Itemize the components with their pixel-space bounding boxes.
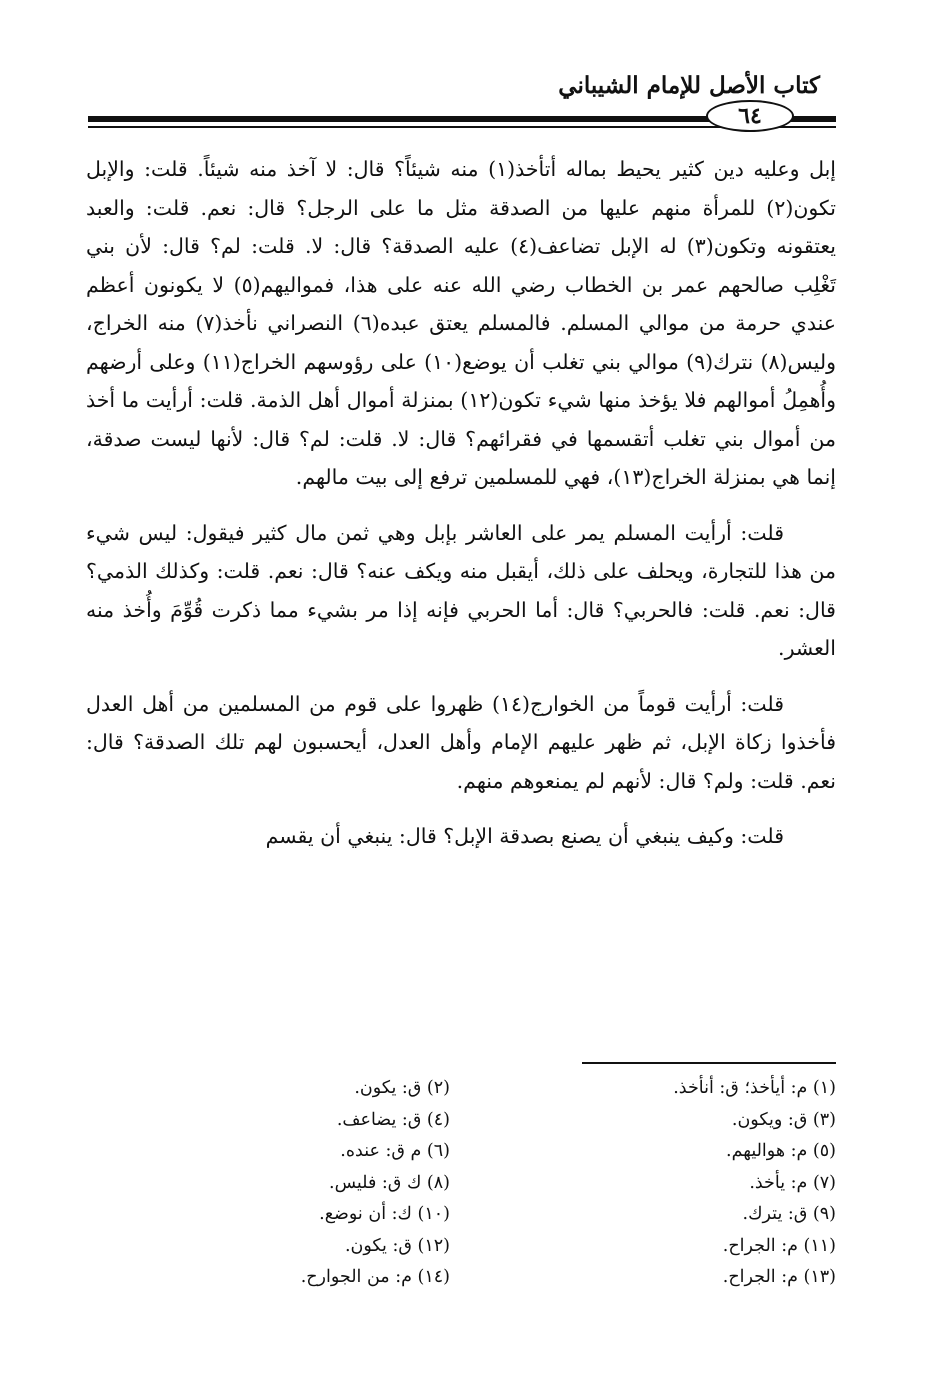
footnote-item: (١٤) م: من الجوارح. — [300, 1267, 450, 1287]
paragraph: قلت: وكيف ينبغي أن يصنع بصدقة الإبل؟ قال: ينبغي أن يقسم — [265, 824, 784, 848]
footnote-item: (٦) م ق: عنده. — [340, 1141, 450, 1161]
paragraph: قلت: أرأيت قوماً من الخوارج(١٤) ظهروا على قوم من المسلمين من أهل العدل فأخذوا زكاة الإبل، ثم ظهر عليهم الإمام وأهل العدل، أيحسبون لهم تلك الصدقة؟ قال: نعم. قلت: ولم؟ قال: لأنهم لم يمنعوهم منهم. — [86, 691, 836, 793]
footnote-item: (٥) م: هواليهم. — [726, 1141, 836, 1161]
footnote-item: (٣) ق: ويكون. — [731, 1109, 836, 1130]
footnote-item: (٨) ك ق: فليس. — [329, 1172, 450, 1193]
footnote-item: (١٢) ق: يكون. — [344, 1235, 450, 1256]
page-number: ٦٤ — [706, 100, 794, 132]
footnotes — [230, 1073, 836, 1294]
footnote-item: (١٠) ك: أن نوضع. — [319, 1204, 450, 1224]
footnote-item: (١) م: أيأخذ؛ ق: أنأخذ. — [673, 1078, 836, 1098]
footnote-item: (٤) ق: يضاعف. — [336, 1109, 450, 1130]
main-text — [86, 150, 836, 856]
footnote-item: (٧) م: يأخذ. — [749, 1172, 836, 1193]
paragraph: قلت: أرأيت المسلم يمر على العاشر بإبل وهي ثمن مال كثير فيقول: ليس شيء من هذا للتجارة، ويحلف على ذلك، أيقبل منه ويكف عنه؟ قال: نعم. قلت: وكذلك الذمي؟ قال: نعم. قلت: فالحربي؟ قال: أما الحربي فإنه إذا مر بشيء مما ذكرت قُوِّمَ وأُخذ منه العشر. — [86, 520, 836, 660]
footnote-item: (٢) ق: يكون. — [354, 1078, 450, 1098]
footnote-separator — [582, 1062, 836, 1064]
footnote-item: (٩) ق: يترك. — [742, 1204, 836, 1224]
footnote-item: (١١) م: الجراح. — [722, 1235, 836, 1256]
running-header-title: كتاب الأصل للإمام الشيباني — [558, 72, 820, 99]
paragraph: إبل وعليه دين كثير يحيط بماله أتأخذ(١) منه شيئاً؟ قال: لا آخذ منه شيئاً. قلت: والإبل تكون(٢) للمرأة منهم عليها من الصدقة مثل ما على الرجل؟ قال: نعم. قلت: والعبد يعتقونه وتكون(٣) له الإبل تضاعف(٤) عليه الصدقة؟ قال: لا. قلت: لم؟ قال: لأن بني تَغْلِب صالحهم عمر بن الخطاب رضي الله عنه على هذا، فمواليهم(٥) لا يكونون أعظم عندي حرمة من موالي المسلم. فالمسلم يعتق عبده(٦) النصراني نأخذ(٧) منه الخراج، وليس(٨) نترك(٩) موالي بني تغلب أن يوضع(١٠) على رؤوسهم الخراج(١١) وعلى أرضهم وأُهمِلُ أموالهم فلا يؤخذ منها شيء تكون(١٢) بمنزلة أموال أهل الذمة. قلت: أرأيت ما أخذ من أموال بني تغلب أتقسمها في فقرائهم؟ قال: لا. قلت: لم؟ قال: لأنها ليست صدقة، إنما هي بمنزلة الخراج(١٣)، فهي للمسلمين ترفع إلى بيت مالهم. — [86, 157, 837, 489]
footnote-item: (١٣) م: الجراح. — [722, 1267, 836, 1287]
